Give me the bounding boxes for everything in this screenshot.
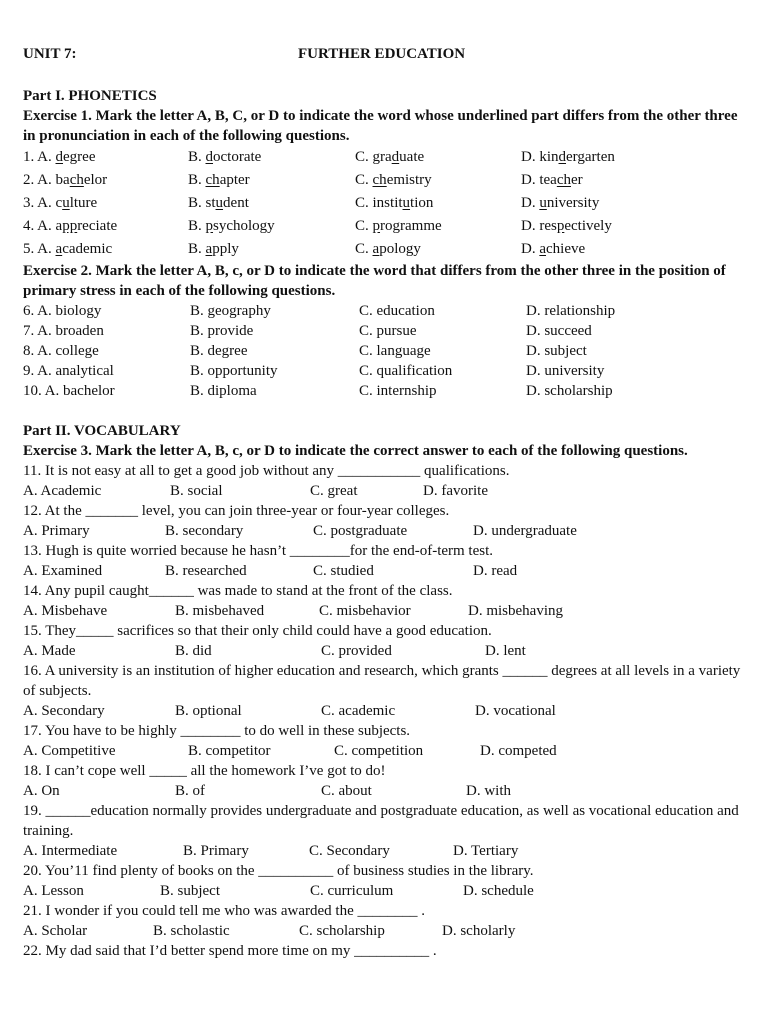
answer-option: B. scholastic (153, 923, 230, 939)
answer-options-row (23, 921, 748, 941)
answer-option (355, 238, 421, 261)
answer-option (23, 192, 97, 215)
answer-option: C. curriculum (310, 883, 394, 899)
option-text: lture (69, 195, 98, 211)
answer-option: A. Secondary (23, 703, 105, 719)
answer-option (188, 238, 239, 261)
answer-option: A. Primary (23, 523, 90, 539)
unit-number: UNIT 7: (23, 46, 77, 62)
option-text: gra (372, 149, 392, 165)
option-text: c (55, 195, 63, 211)
answer-option (355, 215, 442, 238)
answer-option: A. Examined (23, 563, 103, 579)
option-text: 4. A. (23, 218, 56, 234)
answer-option: D. read (473, 563, 518, 579)
option-text: st (205, 195, 216, 211)
answer-option: A. Misbehave (23, 603, 108, 619)
option-text: D. (521, 149, 540, 165)
answer-option: 9. A. analytical (23, 363, 114, 379)
answer-options-row (23, 841, 748, 861)
answer-option: B. Primary (183, 843, 249, 859)
option-text: cademic (62, 241, 113, 257)
exercise2-questions (23, 301, 748, 401)
underlined-letters: d (558, 149, 567, 165)
answer-option: A. Scholar (23, 923, 88, 939)
answer-option: D. vocational (475, 703, 556, 719)
option-text: ectively (564, 218, 612, 234)
option-text: uate (399, 149, 425, 165)
question-text: 18. I can’t cope well _____ all the homework I’ve got to do! (23, 763, 386, 779)
answer-option: B. provide (190, 323, 254, 339)
answer-option: C. about (321, 783, 372, 799)
answer-option (23, 169, 107, 192)
question-text: 11. It is not easy at all to get a good job without any ___________ qualifications. (23, 463, 510, 479)
phonetics-question-row (23, 146, 748, 169)
answer-option: D. succeed (526, 323, 592, 339)
answer-options-row (23, 781, 748, 801)
option-text: tea (539, 172, 557, 188)
answer-option: C. great (310, 483, 358, 499)
underlined-letters: u (215, 195, 224, 211)
answer-option: 8. A. college (23, 343, 99, 359)
answer-option: 7. A. broaden (23, 323, 104, 339)
option-text: chieve (546, 241, 586, 257)
underlined-letters: ch (372, 172, 387, 188)
answer-option: C. misbehavior (319, 603, 411, 619)
answer-options-row (23, 481, 748, 501)
option-text: D. (521, 195, 540, 211)
answer-options-row (23, 881, 748, 901)
answer-option: B. did (175, 643, 212, 659)
question-text: 21. I wonder if you could tell me who was awarded the ________ . (23, 903, 425, 919)
answer-option (23, 215, 117, 238)
underlined-letters: d (55, 149, 64, 165)
phonetics-question-row (23, 238, 748, 261)
option-text: octorate (213, 149, 262, 165)
option-text: niversity (546, 195, 600, 211)
answer-option (188, 192, 249, 215)
answer-option: B. opportunity (190, 363, 278, 379)
question-text: 12. At the _______ level, you can join three-year or four-year colleges. (23, 503, 450, 519)
underlined-letters: a (539, 241, 547, 257)
underlined-letters: d (205, 149, 214, 165)
option-text: reciate (77, 218, 118, 234)
part2-title: Part II. VOCABULARY (23, 423, 181, 439)
option-text: a (55, 218, 63, 234)
option-text: D. (521, 172, 540, 188)
underlined-letters: p (556, 218, 565, 234)
answer-option (23, 146, 95, 169)
answer-option: A. Made (23, 643, 76, 659)
answer-option (521, 192, 599, 215)
option-text: elor (83, 172, 108, 188)
part1-title: Part I. PHONETICS (23, 88, 157, 104)
option-text: pply (212, 241, 239, 257)
option-text: sychology (213, 218, 275, 234)
underlined-letters: d (391, 149, 400, 165)
underlined-letters: a (205, 241, 213, 257)
underlined-letters: p (372, 218, 381, 234)
option-text: B. (188, 241, 206, 257)
answer-option (521, 169, 583, 192)
answer-option: A. Intermediate (23, 843, 118, 859)
answer-option: B. social (170, 483, 223, 499)
underlined-letters: u (402, 195, 411, 211)
answer-option: A. Academic (23, 483, 102, 499)
question-text: 20. You’11 find plenty of books on the __________ of business studies in the library. (23, 863, 534, 879)
answer-options-row (23, 641, 748, 661)
answer-option: B. misbehaved (175, 603, 265, 619)
underlined-letters: ch (205, 172, 220, 188)
answer-option: B. subject (160, 883, 220, 899)
underlined-letters: u (62, 195, 70, 211)
option-text: apter (219, 172, 250, 188)
answer-option: D. lent (485, 643, 526, 659)
answer-option: D. schedule (463, 883, 534, 899)
answer-option (521, 238, 585, 261)
answer-option: B. degree (190, 343, 248, 359)
answer-option (355, 169, 432, 192)
answer-option: C. Secondary (309, 843, 390, 859)
stress-question-row (23, 301, 748, 321)
answer-option: A. Competitive (23, 743, 116, 759)
answer-options-row (23, 701, 748, 721)
stress-question-row (23, 341, 748, 361)
option-text: egree (63, 149, 96, 165)
answer-options-row (23, 561, 748, 581)
answer-option: A. Lesson (23, 883, 84, 899)
answer-option: D. relationship (526, 303, 616, 319)
option-text: C. (355, 241, 373, 257)
phonetics-question-row (23, 215, 748, 238)
underlined-letters: p (205, 218, 214, 234)
underlined-letters: a (55, 241, 63, 257)
answer-option: D. competed (480, 743, 557, 759)
option-text: D. (521, 218, 540, 234)
answer-options-row (23, 741, 748, 761)
answer-options-row (23, 601, 748, 621)
option-text: 3. A. (23, 195, 56, 211)
option-text: B. (188, 218, 206, 234)
exercise3-instruction: Exercise 3. Mark the letter A, B, c, or D to indicate the correct answer to each of the following questions. (23, 443, 688, 459)
question-text: 19. ______education normally provides undergraduate and postgraduate education, as well as vocational education and training. (23, 803, 739, 839)
stress-question-row (23, 361, 748, 381)
answer-option: D. scholarly (442, 923, 516, 939)
answer-option (521, 215, 612, 238)
question-text: 22. My dad said that I’d better spend more time on my __________ . (23, 943, 437, 959)
exercise3-questions (23, 461, 748, 961)
option-text: 1. A. (23, 149, 56, 165)
option-text: B. (188, 172, 206, 188)
answer-option (355, 146, 424, 169)
answer-option: D. undergraduate (473, 523, 577, 539)
answer-option: D. scholarship (526, 383, 613, 399)
exercise2-instruction: Exercise 2. Mark the letter A, B, c, or D to indicate the word that differs from the other three in the position of primary stress in each of the following questions. (23, 263, 726, 299)
answer-option: B. competitor (188, 743, 271, 759)
option-text: res (539, 218, 557, 234)
option-text: B. (188, 149, 206, 165)
option-text: kin (539, 149, 559, 165)
unit-title: FURTHER EDUCATION (298, 46, 466, 62)
option-text: dent (223, 195, 249, 211)
unit-header (23, 46, 748, 66)
option-text: D. (521, 241, 540, 257)
answer-option: B. diploma (190, 383, 257, 399)
underlined-letters: u (539, 195, 547, 211)
option-text: rogramme (380, 218, 442, 234)
answer-option: B. optional (175, 703, 242, 719)
answer-option: D. subject (526, 343, 587, 359)
underlined-letters: a (372, 241, 380, 257)
answer-option: C. scholarship (299, 923, 385, 939)
option-text: ergarten (566, 149, 615, 165)
answer-option: 6. A. biology (23, 303, 102, 319)
option-text: er (571, 172, 583, 188)
answer-option: C. studied (313, 563, 374, 579)
answer-option: D. favorite (423, 483, 488, 499)
answer-options-row (23, 521, 748, 541)
answer-option: 10. A. bachelor (23, 383, 115, 399)
answer-option: D. misbehaving (468, 603, 563, 619)
exercise1-questions (23, 146, 748, 261)
answer-option: C. education (359, 303, 435, 319)
question-text: 16. A university is an institution of higher education and research, which grants ______ degrees at all levels in a variety of subjects. (23, 663, 741, 699)
answer-option: C. qualification (359, 363, 453, 379)
option-text: B. (188, 195, 206, 211)
underlined-letters: ch (69, 172, 84, 188)
stress-question-row (23, 321, 748, 341)
option-text: C. (355, 149, 373, 165)
answer-option (521, 146, 615, 169)
answer-option: A. On (23, 783, 60, 799)
answer-option (188, 169, 250, 192)
question-text: 17. You have to be highly ________ to do well in these subjects. (23, 723, 411, 739)
question-text: 15. They_____ sacrifices so that their only child could have a good education. (23, 623, 492, 639)
option-text: ba (55, 172, 70, 188)
option-text: instit (372, 195, 403, 211)
answer-option: C. postgraduate (313, 523, 408, 539)
option-text: pology (379, 241, 421, 257)
worksheet-page (23, 46, 748, 961)
option-text: 2. A. (23, 172, 56, 188)
option-text: C. (355, 195, 373, 211)
answer-option: D. university (526, 363, 605, 379)
answer-option: B. geography (190, 303, 271, 319)
answer-option: B. researched (165, 563, 247, 579)
question-text: 13. Hugh is quite worried because he hasn’t ________for the end-of-term test. (23, 543, 494, 559)
option-text: 5. A. (23, 241, 56, 257)
answer-option: B. of (175, 783, 205, 799)
answer-option: B. secondary (165, 523, 244, 539)
question-text: 14. Any pupil caught______ was made to stand at the front of the class. (23, 583, 453, 599)
exercise1-instruction: Exercise 1. Mark the letter A, B, C, or D to indicate the word whose underlined part differs from the other three in pronunciation in each of the following questions. (23, 108, 738, 144)
answer-option (355, 192, 433, 215)
option-text: emistry (386, 172, 432, 188)
answer-option: C. competition (334, 743, 424, 759)
answer-option (188, 146, 261, 169)
phonetics-question-row (23, 169, 748, 192)
answer-option (188, 215, 275, 238)
answer-option: C. pursue (359, 323, 417, 339)
answer-option: D. Tertiary (453, 843, 519, 859)
option-text: C. (355, 172, 373, 188)
underlined-letters: pp (62, 218, 78, 234)
phonetics-question-row (23, 192, 748, 215)
answer-option: D. with (466, 783, 511, 799)
answer-option: C. internship (359, 383, 437, 399)
answer-option: C. language (359, 343, 431, 359)
answer-option: C. academic (321, 703, 396, 719)
answer-option: C. provided (321, 643, 392, 659)
underlined-letters: ch (556, 172, 571, 188)
answer-option (23, 238, 112, 261)
stress-question-row (23, 381, 748, 401)
option-text: C. (355, 218, 373, 234)
option-text: tion (410, 195, 434, 211)
